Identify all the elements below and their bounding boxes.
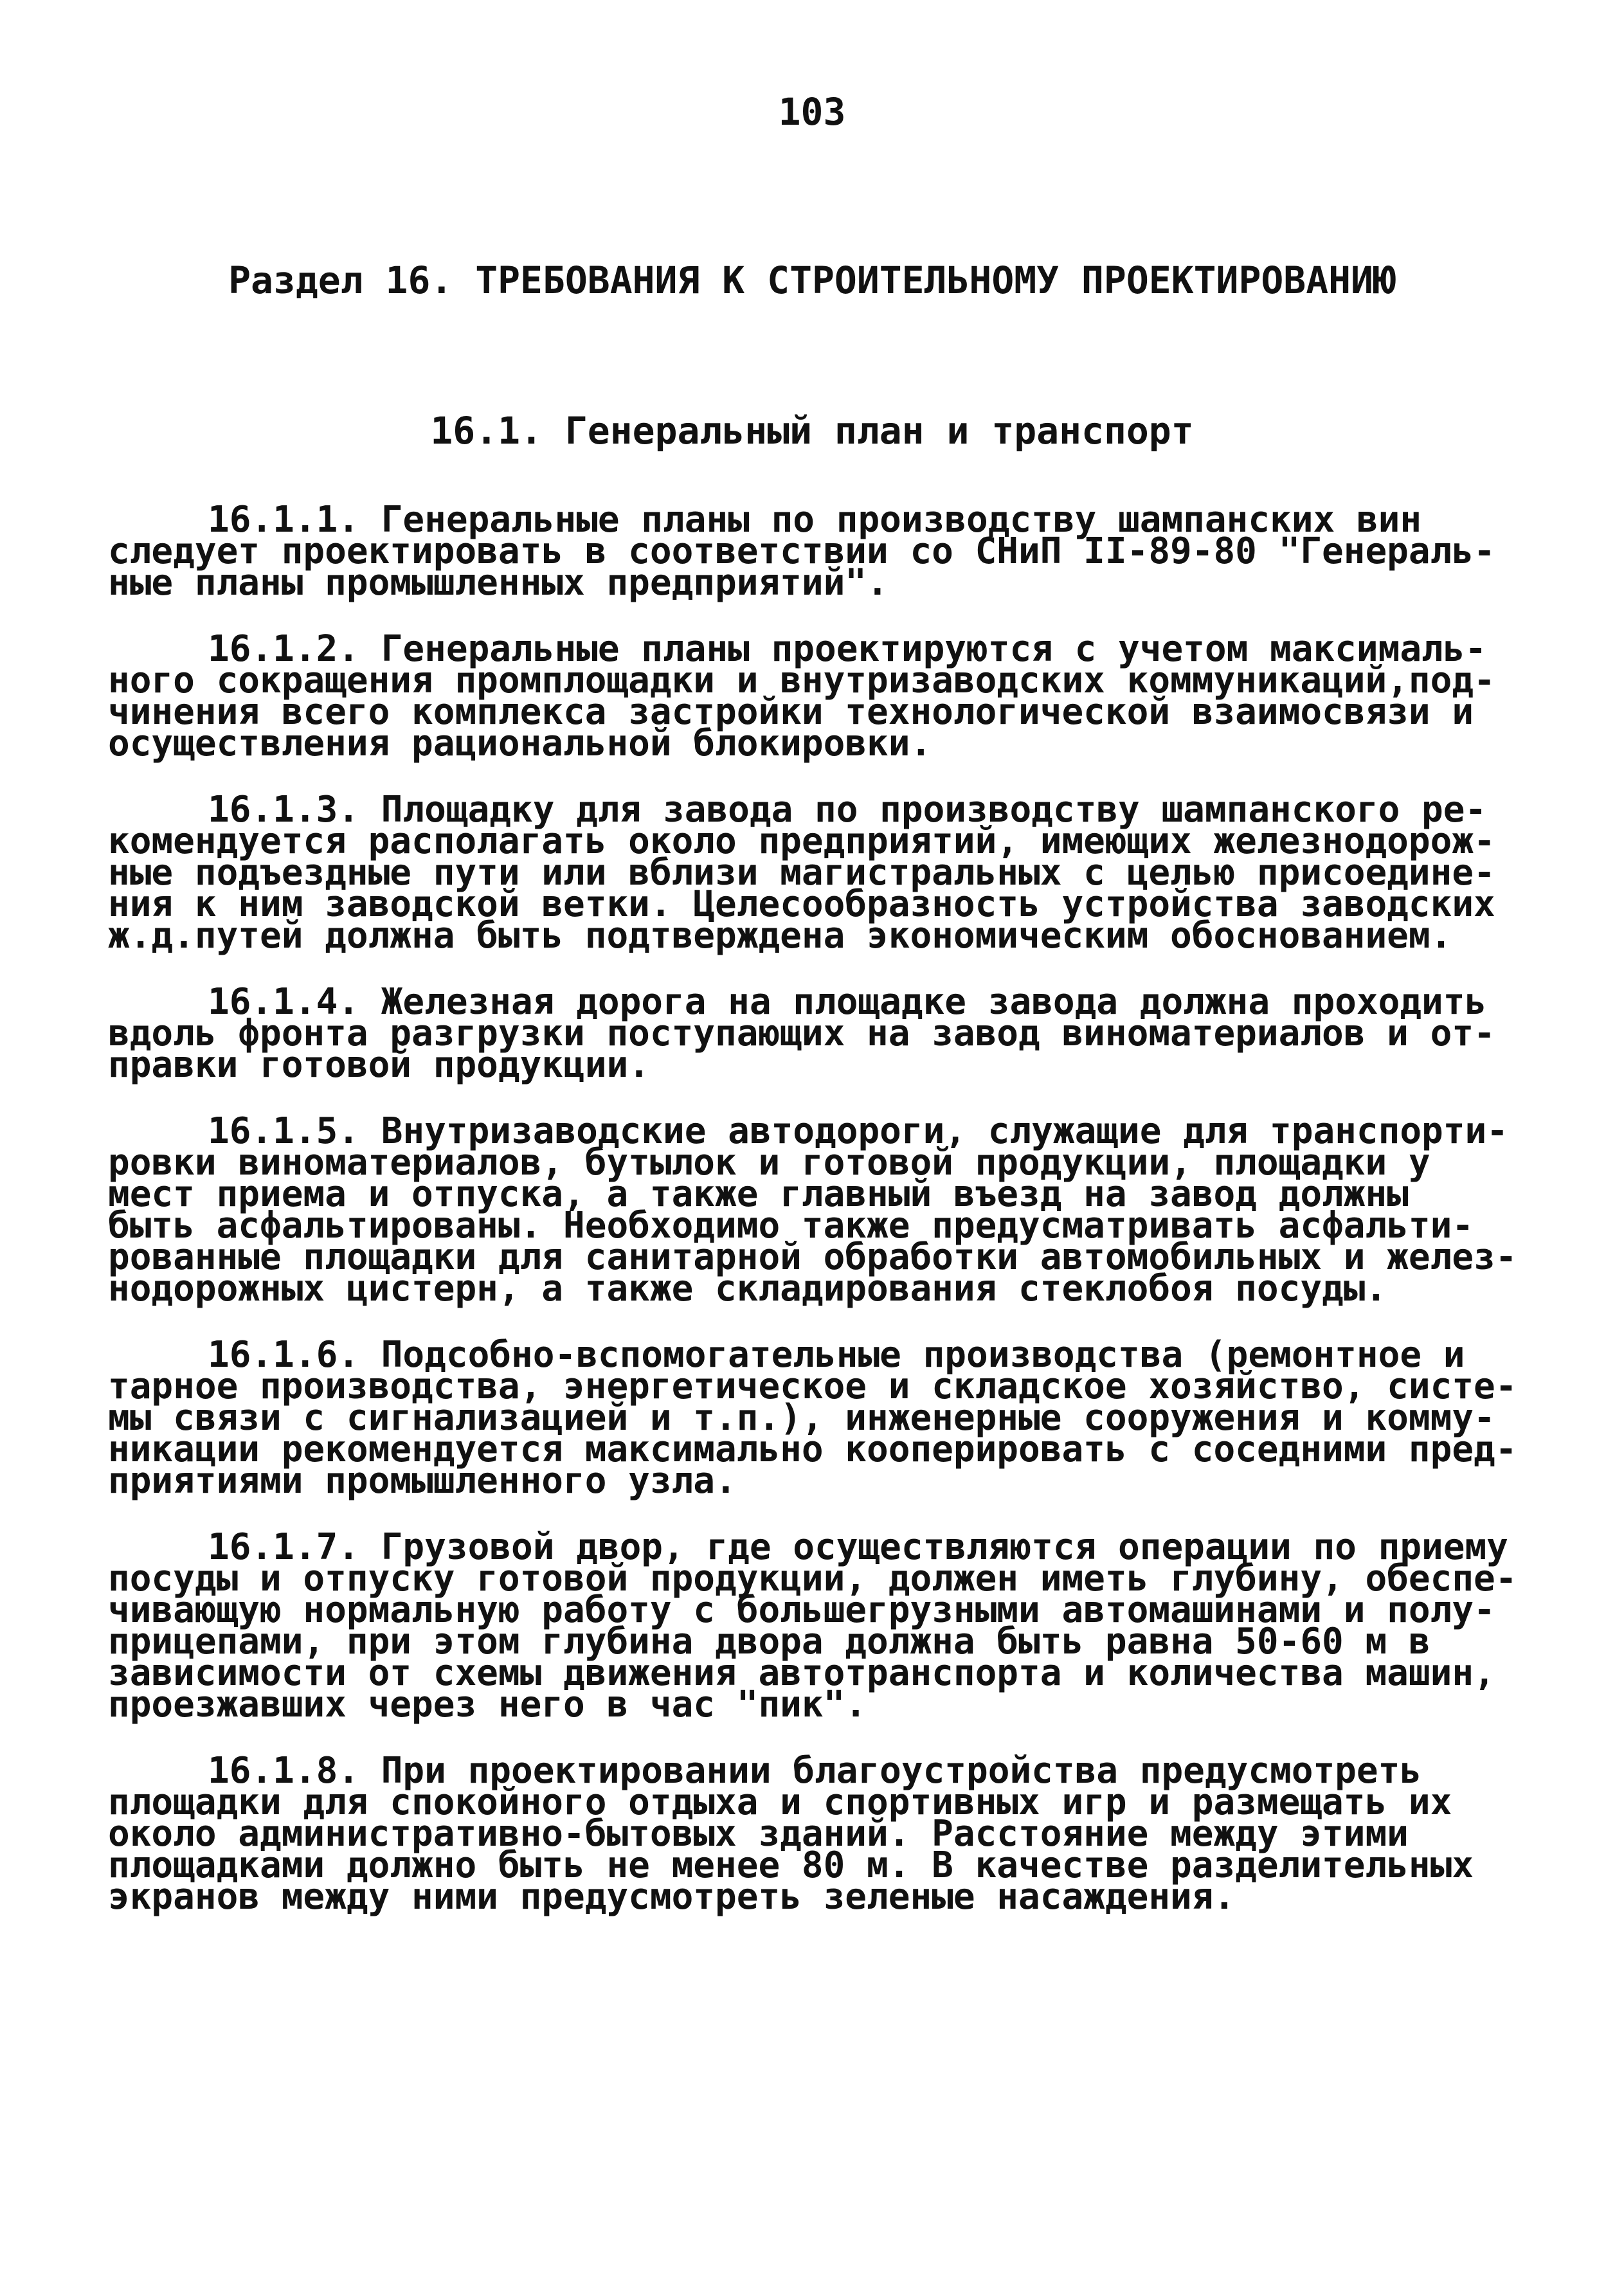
text-line: мы связи с сигнализацией и т.п.), инженерные сооружения и комму- <box>108 1397 1495 1439</box>
text-line: 16.1.5. Внутризаводские автодороги, служащие для транспорти- <box>208 1110 1508 1152</box>
paragraph-16-1-4 <box>108 981 1495 1086</box>
text-line: 16.1.6. Подсобно-вспомогательные производства (ремонтное и <box>208 1334 1465 1376</box>
subsection-title: 16.1. Генеральный план и транспорт <box>430 409 1194 453</box>
section-title: Раздел 16. ТРЕБОВАНИЯ К СТРОИТЕЛЬНОМУ ПРОЕКТИРОВАНИЮ <box>228 258 1396 302</box>
text-line: ж.д.путей должна быть подтверждена экономическим обоснованием. <box>108 915 1452 957</box>
paragraph-16-1-3 <box>108 789 1495 957</box>
paragraph-16-1-8 <box>108 1750 1474 1918</box>
text-line: экранов между ними предусмотреть зеленые насаждения. <box>108 1876 1236 1918</box>
text-line: проезжавших через него в час "пик". <box>108 1684 867 1725</box>
text-line: правки готовой продукции. <box>108 1044 650 1086</box>
text-line: 16.1.8. При проектировании благоустройства предусмотреть <box>208 1750 1422 1792</box>
document-body <box>108 499 1517 1947</box>
paragraph-16-1-6 <box>108 1334 1517 1502</box>
text-line: ного сокращения промплощадки и внутризаводских коммуникаций,под- <box>108 660 1495 701</box>
text-line: комендуется располагать около предприятий, имеющих железнодорож- <box>108 820 1495 862</box>
text-line: около административно-бытовых зданий. Расстояние между этими <box>108 1813 1409 1855</box>
text-line: площадки для спокойного отдыха и спортивных игр и размещать их <box>108 1781 1452 1823</box>
text-line: 16.1.4. Железная дорога на площадке завода должна проходить <box>208 981 1487 1023</box>
text-line: 16.1.3. Площадку для завода по производству шампанского ре- <box>208 789 1487 831</box>
text-line: никации рекомендуется максимально кооперировать с соседними пред- <box>108 1428 1517 1470</box>
paragraph-16-1-2 <box>108 628 1495 764</box>
text-line: тарное производства, энергетическое и складское хозяйство, систе- <box>108 1365 1517 1407</box>
text-line: нодорожных цистерн, а также складирования стеклобоя посуды. <box>108 1268 1387 1310</box>
text-line: осуществления рациональной блокировки. <box>108 723 932 764</box>
paragraph-16-1-5 <box>108 1110 1517 1310</box>
text-line: ные планы промышленных предприятий". <box>108 562 889 604</box>
text-line: зависимости от схемы движения автотранспорта и количества машин, <box>108 1652 1495 1694</box>
text-line: рованные площадки для санитарной обработки автомобильных и желез- <box>108 1236 1517 1278</box>
text-line: мест приема и отпуска, а также главный въезд на завод должны <box>108 1173 1409 1215</box>
text-line: ровки виноматериалов, бутылок и готовой продукции, площадки у <box>108 1142 1430 1184</box>
text-line: 16.1.1. Генеральные планы по производству шампанских вин <box>208 499 1422 541</box>
page-number: 103 <box>778 90 846 134</box>
text-line: ные подъездные пути или вблизи магистральных с целью присоедине- <box>108 852 1495 894</box>
text-line: приятиями промышленного узла. <box>108 1460 737 1502</box>
paragraph-16-1-7 <box>108 1526 1517 1725</box>
text-line: прицепами, при этом глубина двора должна быть равна 50-60 м в <box>108 1621 1430 1662</box>
paragraph-16-1-1 <box>108 499 1495 604</box>
text-line: чивающую нормальную работу с большегрузными автомашинами и полу- <box>108 1589 1495 1631</box>
text-line: 16.1.7. Грузовой двор, где осуществляются операции по приему <box>208 1526 1508 1568</box>
text-line: ния к ним заводской ветки. Целесообразность устройства заводских <box>108 883 1495 925</box>
text-line: следует проектировать в соответствии со СНиП II-89-80 "Генераль- <box>108 530 1495 572</box>
text-line: чинения всего комплекса застройки технологической взаимосвязи и <box>108 691 1474 733</box>
text-line: вдоль фронта разгрузки поступающих на завод виноматериалов и от- <box>108 1013 1495 1054</box>
text-line: 16.1.2. Генеральные планы проектируются с учетом максималь- <box>208 628 1487 670</box>
text-line: посуды и отпуску готовой продукции, должен иметь глубину, обеспе- <box>108 1558 1517 1599</box>
text-line: быть асфальтированы. Необходимо также предусматривать асфальти- <box>108 1205 1474 1247</box>
text-line: площадками должно быть не менее 80 м. В качестве разделительных <box>108 1844 1474 1886</box>
